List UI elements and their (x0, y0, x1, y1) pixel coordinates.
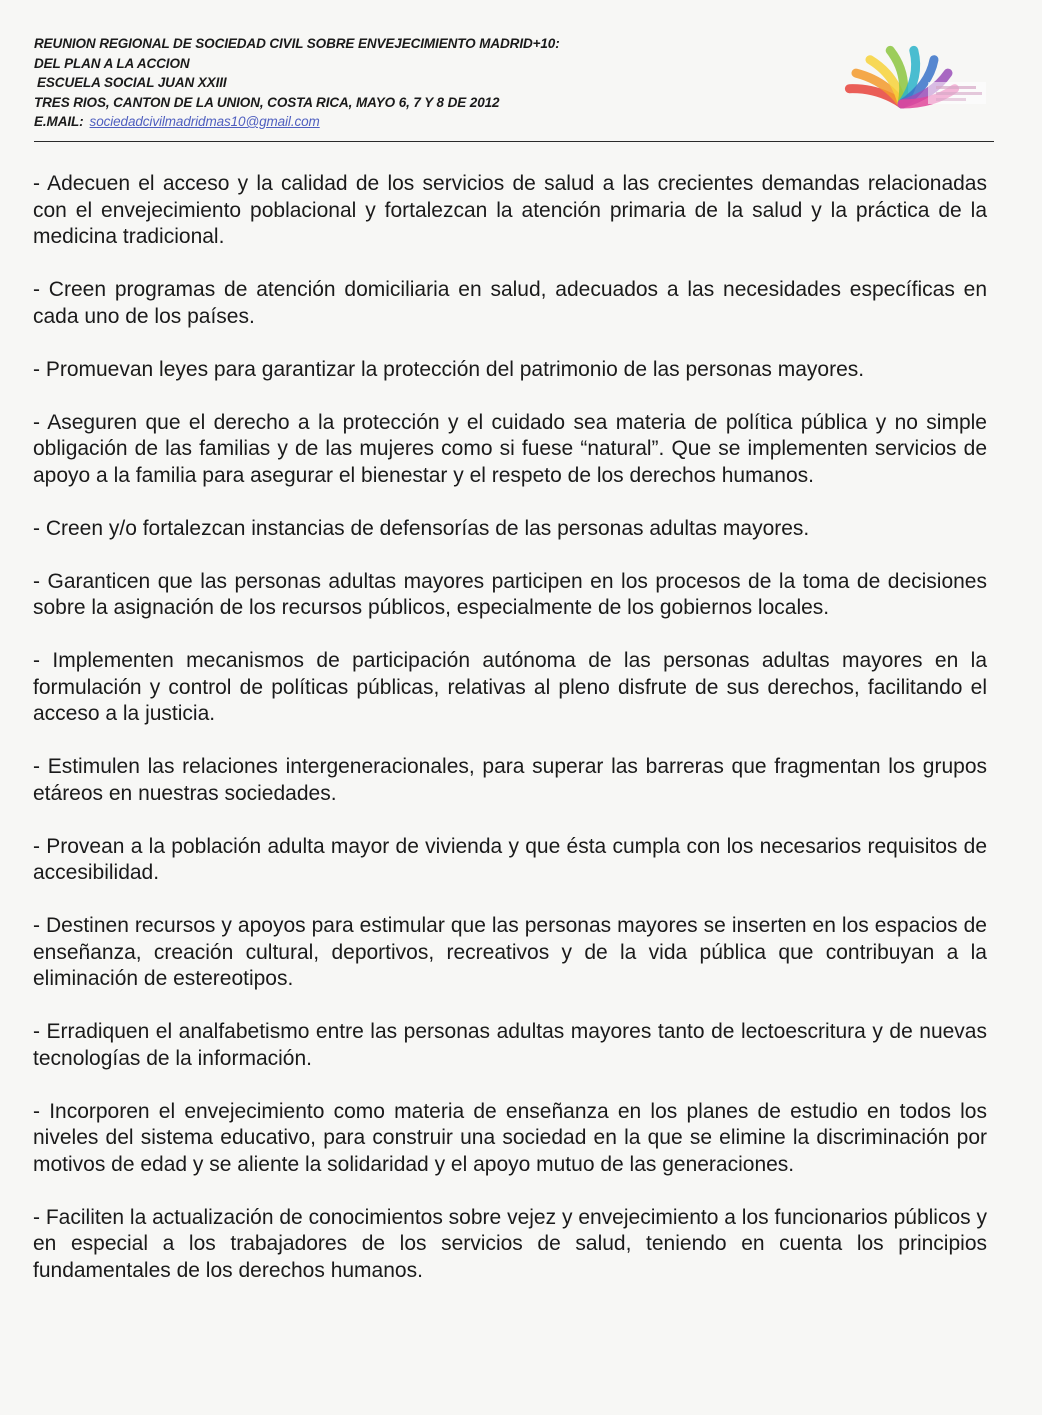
document-header (34, 34, 994, 146)
paragraph-7: - Implementen mecanismos de participación autónoma de las personas adultas mayores en la formulación y control de políticas públicas, relativas al pleno disfrute de sus derechos, facilitando el acceso a la justicia. (33, 649, 987, 725)
paragraph-8: - Estimulen las relaciones intergeneracionales, para superar las barreras que fragmentan los grupos etáreos en nuestras sociedades. (33, 755, 987, 805)
paragraph-11: - Erradiquen el analfabetismo entre las personas adultas mayores tanto de lectoescritura y de nuevas tecnologías de la información. (33, 1020, 987, 1070)
header-line-location-date: TRES RIOS, CANTON DE LA UNION, COSTA RICA, MAYO 6, 7 Y 8 DE 2012 (34, 94, 500, 110)
document-body (33, 171, 987, 1311)
header-divider (34, 141, 994, 142)
header-text-block (34, 34, 560, 132)
header-line-event-title: REUNION REGIONAL DE SOCIEDAD CIVIL SOBRE ENVEJECIMIENTO MADRID+10: (34, 36, 560, 51)
header-line-subtitle: DEL PLAN A LA ACCION (34, 55, 190, 71)
header-line-venue: ESCUELA SOCIAL JUAN XXIII (37, 75, 227, 90)
paragraph-2: - Creen programas de atención domiciliaria en salud, adecuados a las necesidades específicas en cada uno de los países. (33, 278, 987, 328)
paragraph-3: - Promuevan leyes para garantizar la protección del patrimonio de las personas mayores. (33, 357, 865, 381)
paragraph-6: - Garanticen que las personas adultas mayores participen en los procesos de la toma de decisiones sobre la asignación de los recursos públicos, especialmente de los gobiernos locales. (33, 569, 987, 619)
header-line-email (34, 112, 560, 132)
paragraph-9: - Provean a la población adulta mayor de vivienda y que ésta cumpla con los necesarios requisitos de accesibilidad. (33, 834, 987, 884)
paragraph-1: - Adecuen el acceso y la calidad de los servicios de salud a las crecientes demandas relacionadas con el envejecimiento poblacional y fortalezcan la atención primaria de la salud y la práctica de la medicina tradicional. (33, 172, 987, 248)
paragraph-13: - Faciliten la actualización de conocimientos sobre vejez y envejecimiento a los funcionarios públicos y en especial a los trabajadores de los servicios de salud, teniendo en cuenta los principios fundamentales de los derechos humanos. (33, 1205, 987, 1282)
email-label: E.MAIL: (34, 114, 84, 129)
event-logo-icon (810, 34, 994, 126)
paragraph-5: - Creen y/o fortalezcan instancias de defensorías de las personas adultas mayores. (33, 516, 810, 540)
paragraph-4: - Aseguren que el derecho a la protección y el cuidado sea materia de política pública y no simple obligación de las familias y de las mujeres como si fuese “natural”. Que se implementen servicios de apoyo a la familia para asegurar el bienestar y el respeto de los derechos humanos. (33, 410, 987, 487)
email-link[interactable]: sociedadcivilmadridmas10@gmail.com (89, 114, 320, 129)
paragraph-12: - Incorporen el envejecimiento como materia de enseñanza en los planes de estudio en todos los niveles del sistema educativo, para construir una sociedad en la que se elimine la discriminación por motivos de edad y se aliente la solidaridad y el apoyo mutuo de las generaciones. (33, 1099, 987, 1176)
paragraph-10: - Destinen recursos y apoyos para estimular que las personas mayores se inserten en los espacios de enseñanza, creación cultural, deportivos, recreativos y de la vida pública que contribuyan a la eliminación de estereotipos. (33, 914, 987, 990)
